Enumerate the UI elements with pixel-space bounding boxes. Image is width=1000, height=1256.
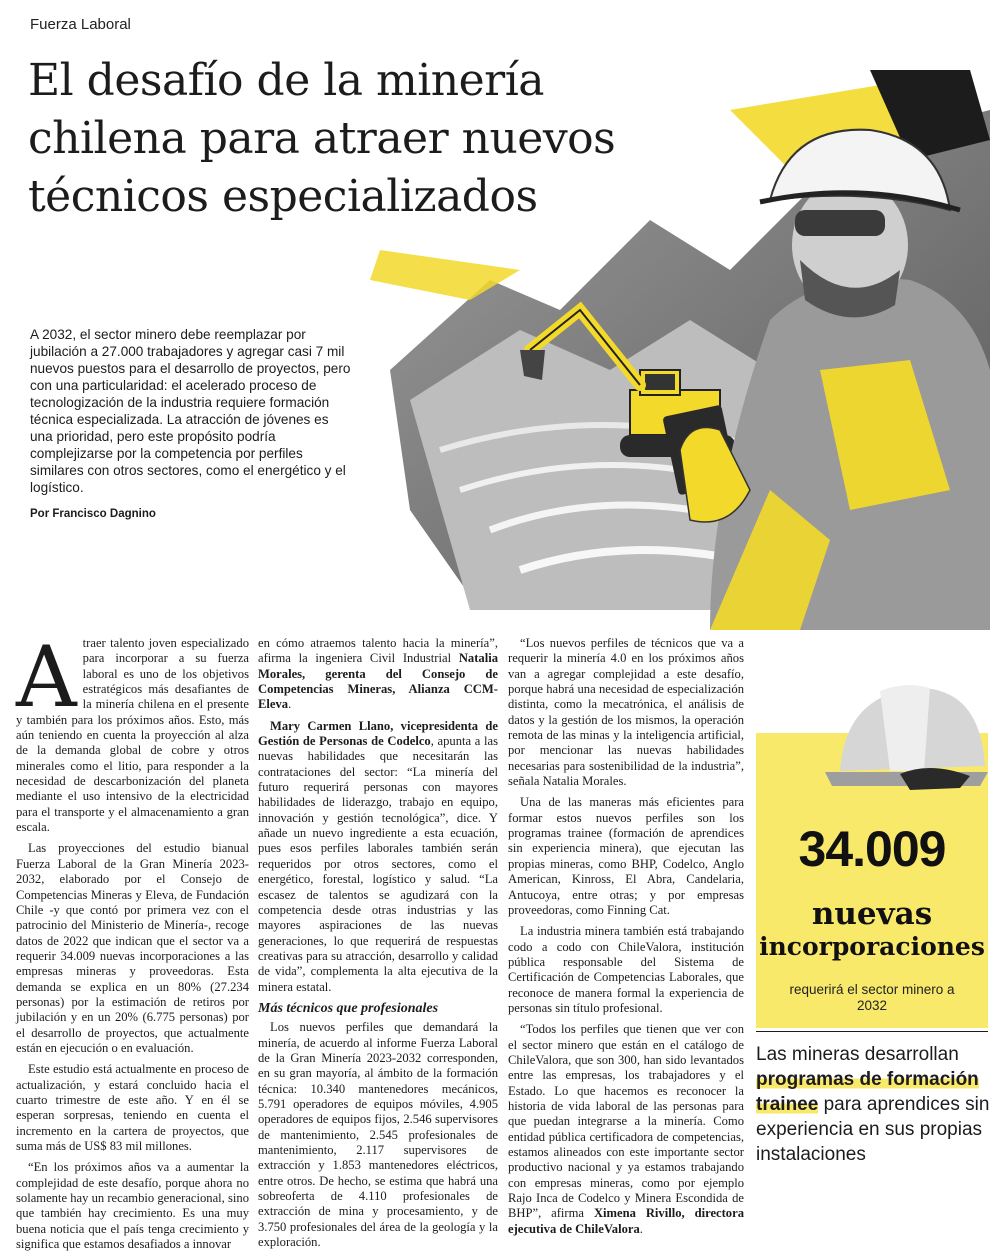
col1-paragraph: “En los próximos años va a aumentar la complejidad de este desafío, porque ahora no solamente hay un recambio generacional, sino que también hay crecimiento. Es una muy buena noticia que el país tenga crecimiento y significa que estamos desafiados a innovar [16, 1160, 249, 1252]
quoted-person: Natalia Morales, gerenta del Consejo de Competencias Mineras, Alianza CCM-Eleva [258, 651, 498, 712]
stat-word: incorporaciones [759, 932, 985, 961]
stat-word: nuevas [811, 896, 933, 932]
callout-text: para aprendices sin experiencia en sus propias instalaciones [756, 1094, 990, 1165]
col2-text: en cómo atraemos talento hacia la minería”, afirma la ingeniera Civil Industrial [258, 636, 498, 666]
divider [756, 1031, 988, 1032]
sidebar-callout [756, 1042, 990, 1167]
callout-highlight: programas de formación trainee [756, 1069, 979, 1115]
col1-paragraph: traer talento joven especializado para incorporar a su fuerza laboral es uno de los objetivos estratégicos más desafiantes de la minería chilena en el presente y también para los próximos años. Esto, más aún teniendo en cuenta la proyección al alza de la demanda global de cobre y otros minerales como el litio, para responder a la necesidad de descarbonización del planeta mediante el uso intensivo de la electricidad para el transporte y el almacenamiento a gran escala. [16, 636, 249, 835]
stat-caption: requerirá el sector minero a 2032 [789, 982, 955, 1013]
subheading: Más técnicos que profesionales [258, 1000, 439, 1016]
stat-number: 34.009 [798, 821, 946, 877]
helmet-icon [820, 676, 990, 796]
headline: El desafío de la minería chilena para atraer nuevos técnicos especializados [28, 55, 616, 222]
quoted-person: Ximena Rivillo, directora ejecutiva de ChileValora [508, 1206, 744, 1236]
col3-text: “Todos los perfiles que tienen que ver con el sector minero que están en el catálogo de ChileValora, que son 300, han sido levantados entre las empresas, los trabajadores y el Estado. Lo que hacemos es reconocer la historia de vida laboral de las personas para que puedan integrarse a la minería. Como entidad pública certificadora de competencias, estamos alineados con este importante sector productivo nacional y ya estamos trabajando con empresas mineras, como por ejemplo Rajo Inca de Codelco y Minera Escondida de BHP”, afirma [508, 1022, 744, 1221]
punctuation: . [639, 1221, 643, 1236]
body-column-3 [508, 636, 744, 1243]
col2-paragraph: Los nuevos perfiles que demandará la minería, de acuerdo al informe Fuerza Laboral de la Gran Minería 2023-2032 corresponden, en su gran mayoría, al ámbito de la formación técnica: 10.340 mantenedores mecánicos, 5.791 operadores de equipos móviles, 4.905 operadores de equipos fijos, 2.546 supervisores de mantenimiento, 2.545 profesionales de mantenimiento, 2.117 supervisores de extracción y 1.853 mantenedores eléctricos, entre otros. De hecho, se estima que habrá una sobreoferta de 4.110 profesionales de extracción de mina y procesamiento, y de 3.750 profesionales del área de la geología y la exploración. [258, 1020, 498, 1250]
body-column-1 [16, 628, 249, 1256]
mining-illustration [350, 70, 990, 630]
drop-cap: A [16, 628, 77, 726]
quoted-person: Mary Carmen Llano, vicepresidenta de Gestión de Personas de Codelco [258, 718, 498, 749]
col3-paragraph: Una de las maneras más eficientes para formar estos nuevos perfiles son los programas trainee (formación de aprendices sin experiencia minera), que ejecutan las propias mineras, como BHP, Codelco, Anglo American, Kinross, El Abra, Candelaria, Antucoya, entre otras; y por empresas proveedoras, como Finning Cat. [508, 795, 744, 917]
col1-paragraph: Las proyecciones del estudio bianual Fuerza Laboral de la Gran Minería 2023-2032, elaborado por el Consejo de Competencias Mineras y Eleva, de Fundación Chile -y que contó por primera vez con el patrocinio del Ministerio de Minería-, recoge datos de 2022 que indican que el sector va a requerir 34.009 nuevas incorporaciones a las empresas mineras y proveedoras. Esta demanda se explica en un 80% (27.234 personas) por la estimación de retiros por jubilación y en un 20% (6.775 personas) por el desarrollo de proyectos, que actualmente están en ejecución o en evaluación. [16, 841, 249, 1055]
punctuation: . [288, 697, 292, 712]
section-label: Fuerza Laboral [30, 16, 131, 33]
byline: Por Francisco Dagnino [30, 508, 156, 520]
col2-text: , apunta a las nuevas habilidades que necesitarán las contrataciones del sector: “La minería del futuro requerirá personas con mayores habilidades de liderazgo, trabajo en equipo, innovación y gestión tecnológica”, dice. Y añade un nuevo ingrediente a esta ecuación, pues esos perfiles laborales también serán requeridos por otros sectores, como el energético, forestal, logístico y salud. “La escasez de talentos se agudizará con la competencia desde otras industrias y las mayores aspiraciones de las nuevas generaciones, lo que requerirá de respuestas creativas para su atracción, desarrollo y calidad de vida”, complementa la alta ejecutiva de la minera estatal. [258, 734, 498, 994]
body-column-2 [258, 636, 498, 1256]
col3-paragraph: La industria minera también está trabajando codo a codo con ChileValora, institución pública responsable del Sistema de Certificación de Competencias Laborales, que reconoce de manera formal la experiencia de personas sin título profesional. [508, 924, 744, 1015]
lead-paragraph: A 2032, el sector minero debe reemplazar por jubilación a 27.000 trabajadores y agregar casi 7 mil nuevos puestos para el desarrollo de proyectos, pero con una particularidad: el acelerado proceso de tecnologización de la industria requiere formación técnica especializada. La atracción de jóvenes es una prioridad, pero este propósito podría complejizarse por la competencia por perfiles similares con otros sectores, como el energético y el logístico. [30, 327, 351, 495]
col1-paragraph: Este estudio está actualmente en proceso de actualización, y estará concluido hacia el cuarto trimestre de este año. Y en él se esperan sorpresas, teniendo en cuenta el incremento en la cartera de proyectos, que suma más de US$ 83 mil millones. [16, 1062, 249, 1153]
callout-text: Las mineras desarrollan [756, 1044, 959, 1065]
col3-paragraph: “Los nuevos perfiles de técnicos que va a requerir la minería 4.0 en los próximos años van a agregar complejidad a este desafío, porque habrá una necesidad de especialización distinta, como la mecatrónica, el análisis de datos y la gestión de los mismos, la operación remota de las minas y la inteligencia artificial, por mencionar las nuevas habilidades necesarias para sostenibilidad de la industria”, señala Natalia Morales. [508, 636, 744, 789]
